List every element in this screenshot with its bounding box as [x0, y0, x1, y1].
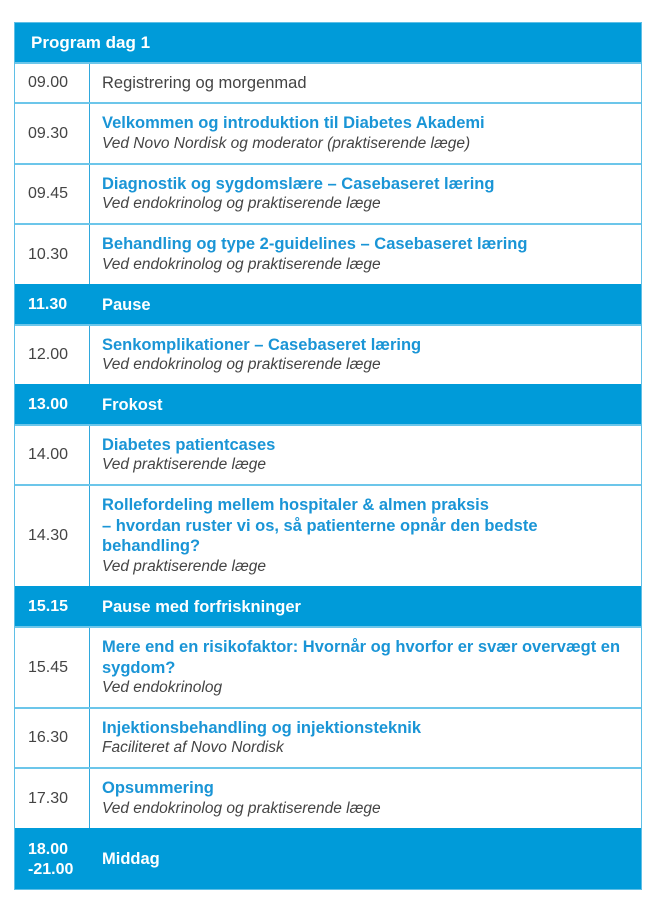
row-title: Opsummering [102, 779, 214, 798]
row-speaker: Ved praktiserende læge [102, 456, 266, 474]
schedule-row [15, 324, 641, 384]
row-time: 13.00 [28, 396, 69, 413]
row-speaker: Ved praktiserende læge [102, 557, 266, 575]
row-content [90, 830, 172, 889]
row-time: 10.30 [15, 225, 90, 284]
row-content [90, 386, 175, 424]
break-row [15, 384, 641, 424]
row-time: 14.00 [15, 426, 90, 484]
row-content [90, 326, 433, 384]
row-title: Rollefordeling mellem hospitaler & almen praksis – hvordan ruster vi os, så patienterne opnår den bedste behandling? [102, 496, 538, 556]
row-time: 09.30 [15, 104, 90, 163]
row-time: 12.00 [15, 326, 90, 384]
row-time: 14.30 [15, 486, 90, 586]
row-title: Injektionsbehandling og injektionsteknik [102, 718, 422, 737]
row-content [90, 165, 506, 223]
row-time: 11.30 [28, 296, 68, 313]
schedule-row [15, 163, 641, 223]
row-content [90, 286, 163, 324]
break-row [15, 828, 641, 889]
break-row [15, 586, 641, 626]
row-title: Senkomplikationer – Casebaseret læring [102, 335, 422, 354]
row-content [90, 709, 433, 767]
row-title: Mere end en risikofaktor: Hvornår og hvorfor er svær overvægt en sygdom? [102, 638, 621, 677]
break-row [15, 284, 641, 324]
row-content [90, 486, 641, 586]
row-speaker: Ved endokrinolog [102, 679, 223, 696]
row-time: 18.00 -21.00 [28, 840, 74, 878]
row-speaker: Ved endokrinolog og praktiserende læge [102, 356, 381, 374]
row-time: 09.00 [15, 64, 90, 102]
schedule-row [15, 707, 641, 767]
schedule-row [15, 484, 641, 586]
schedule-row [15, 767, 641, 828]
row-title: Middag [102, 850, 160, 869]
schedule-row [15, 62, 641, 102]
row-title: Diabetes patientcases [102, 435, 276, 454]
schedule-row [15, 223, 641, 284]
schedule-row [15, 102, 641, 163]
program-header: Program dag 1 [15, 23, 641, 62]
row-time: 15.45 [15, 628, 90, 707]
row-content [90, 64, 319, 102]
row-speaker: Faciliteret af Novo Nordisk [102, 739, 284, 757]
row-content [90, 588, 313, 626]
row-content [90, 769, 393, 828]
row-speaker: Ved endokrinolog og praktiserende læge [102, 255, 381, 273]
schedule-row [15, 626, 641, 707]
program-table [14, 22, 642, 890]
row-time: 17.30 [15, 769, 90, 828]
row-time: 09.45 [15, 165, 90, 223]
row-content [90, 628, 641, 707]
schedule-row [15, 424, 641, 484]
row-time: 15.15 [28, 598, 69, 615]
row-content [90, 104, 497, 163]
row-title: Pause med forfriskninger [102, 597, 301, 616]
row-speaker: Ved Novo Nordisk og moderator (praktiserende læge) [102, 134, 471, 152]
row-title: Frokost [102, 395, 163, 414]
row-speaker: Ved endokrinolog og praktiserende læge [102, 799, 381, 817]
row-title: Diagnostik og sygdomslære – Casebaseret læring [102, 174, 495, 193]
row-time: 16.30 [15, 709, 90, 767]
row-title: Velkommen og introduktion til Diabetes Akademi [102, 114, 485, 133]
row-content [90, 225, 539, 284]
row-speaker: Ved endokrinolog og praktiserende læge [102, 195, 381, 213]
row-title: Behandling og type 2-guidelines – Casebaseret læring [102, 235, 528, 254]
row-content [90, 426, 287, 484]
row-title: Pause [102, 295, 151, 314]
row-title: Registrering og morgenmad [102, 73, 307, 92]
